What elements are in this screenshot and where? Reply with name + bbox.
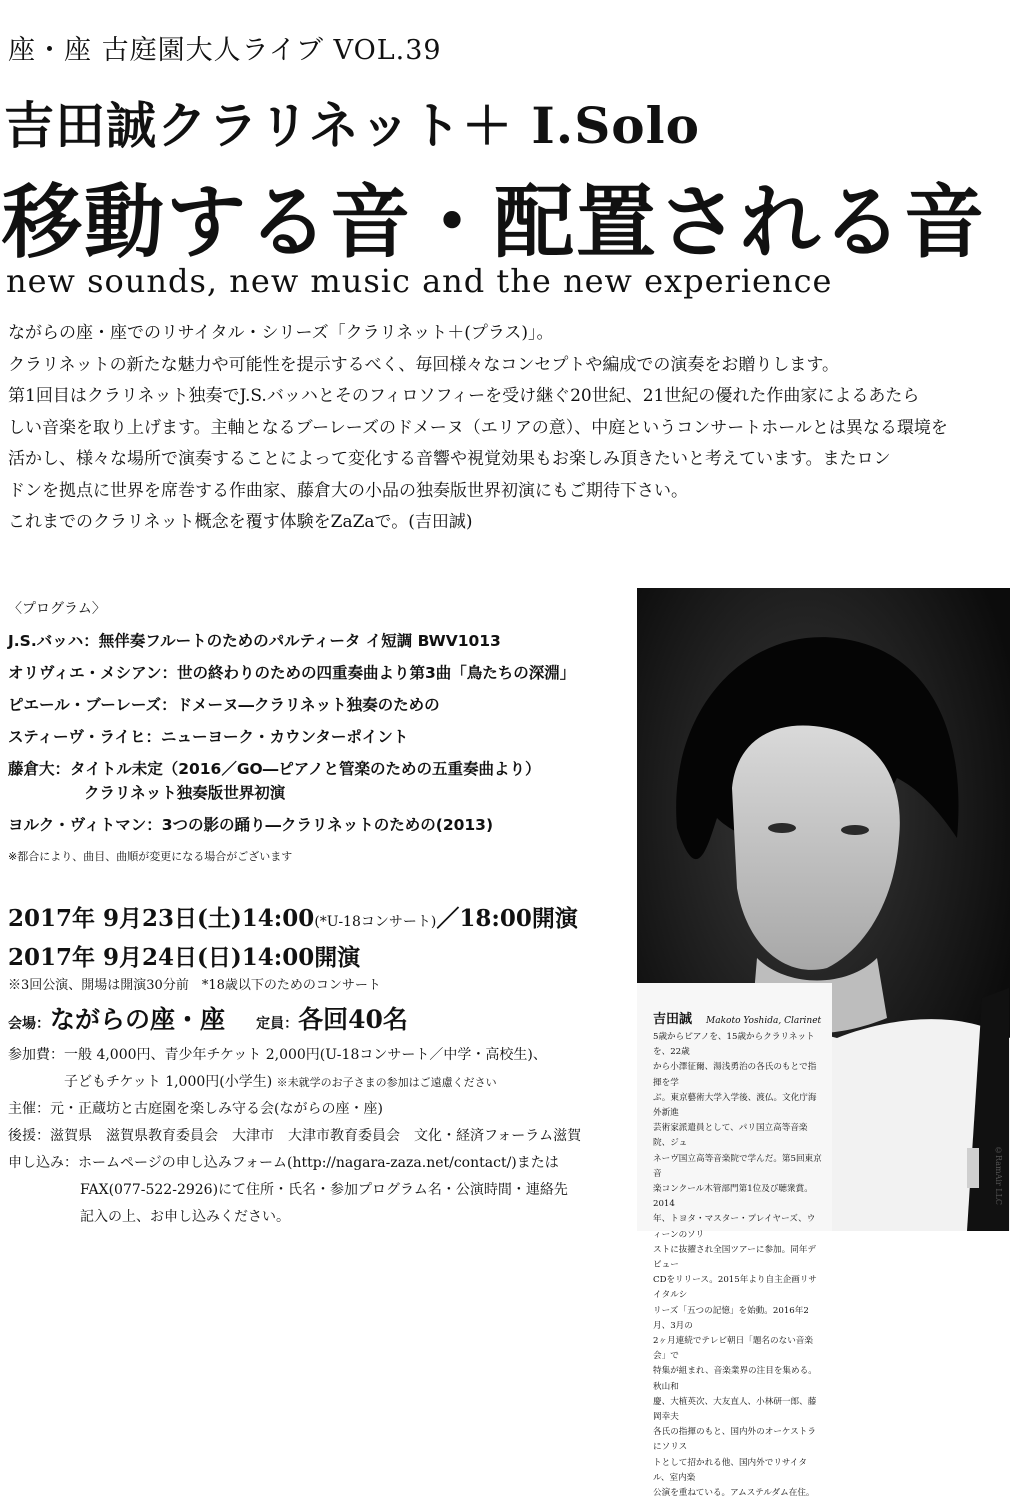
performer-bio (653, 1030, 823, 1501)
application-fax: FAX(077-522-2926)にて住所・氏名・参加プログラム名・公演時間・連絡先 (80, 1182, 568, 1198)
bio-line: 特集が組まれ、音楽業界の注目を集める。秋山和 (653, 1366, 817, 1392)
schedule-note: ※3回公演、開場は開演30分前 *18歳以下のためのコンサート (8, 978, 381, 993)
intro-line: クラリネットの新たな魅力や可能性を提示するべく、毎回様々なコンセプトや編成での演奏をお贈りします。 (8, 354, 839, 375)
date1-main: 2017年 9月23日(土)14:00 (8, 905, 315, 932)
capacity-value: 各回40名 (298, 1005, 408, 1034)
photo-credit: ©RamAir LLC (994, 1146, 1003, 1206)
program-item-fujikura (8, 753, 575, 809)
bio-line: 慶、大植英次、大友直人、小林研一郎、藤岡幸夫 (653, 1396, 817, 1423)
bio-line: から小澤征爾、湯浅勇治の各氏のもとで指揮を学 (653, 1062, 817, 1088)
application: 申し込み：ホームページの申し込みフォーム(http://nagara-zaza.net/contact/)または (8, 1155, 559, 1171)
support: 後援：滋賀県 滋賀県教育委員会 大津市 大津市教育委員会 文化・経済フォーラム滋賀 (8, 1128, 582, 1144)
bio-line: トとして招かれる他、国内外でリサイタル、室内楽 (653, 1457, 807, 1483)
program-list (8, 625, 575, 841)
fee-line-children (8, 1069, 581, 1096)
date1-u18-note: (*U-18コンサート) (314, 914, 437, 930)
performer-name: 吉田誠 (653, 1012, 693, 1027)
english-subtitle: new sounds, new music and the new experience (6, 262, 833, 300)
program-heading: 〈プログラム〉 (8, 601, 106, 617)
application-end: 記入の上、お申し込みください。 (80, 1209, 290, 1225)
date1-end: ／18:00開演 (436, 905, 578, 932)
performer-bio-name (653, 1008, 821, 1027)
performance-date-1 (8, 900, 578, 933)
bio-line: ネーヴ国立高等音楽院で学んだ。第5回東京音 (653, 1153, 822, 1179)
bio-line: 年、トヨタ・マスター・プレイヤーズ、ウィーンのソリ (653, 1214, 816, 1240)
main-title: 吉田誠クラリネット＋ I.Solo (4, 96, 701, 155)
intro-text (8, 318, 1008, 539)
bio-line: 各氏の指揮のもと、国内外のオーケストラにソリス (653, 1427, 816, 1453)
program-item: 藤倉大：タイトル未定（2016／GO―ピアノと管楽のための五重奏曲より） (8, 760, 541, 778)
bio-line: 芸術家派遣員として、パリ国立高等音楽院、ジュ (653, 1123, 808, 1149)
venue-name: ながらの座・座 (50, 1005, 226, 1034)
intro-line: 活かし、様々な場所で演奏することによって変化する音響や視覚効果もお楽しみ頂きたいと考えています。またロン (8, 449, 891, 469)
bio-line: ストに抜擢され全国ツアーに参加。同年デビュー (653, 1244, 817, 1271)
intro-line: 第1回目はクラリネット独奏でJ.S.バッハとそのフィロソフィーを受け継ぐ20世紀、21世紀の優れた作曲家によるあたら (8, 386, 920, 406)
intro-line: これまでのクラリネット概念を覆す体験をZaZaで。(吉田誠) (8, 512, 473, 532)
bio-line: ぶ。東京藝術大学入学後、渡仏。文化庁海外新進 (653, 1092, 817, 1119)
fee-line: 参加費：一般 4,000円、青少年チケット 2,000円(U-18コンサート／中学・高校生)、 (8, 1047, 547, 1063)
program-item-detail: クラリネット独奏版世界初演 (84, 784, 286, 802)
bio-line: 5歳からピアノを、15歳からクラリネットを、22歳 (653, 1032, 815, 1058)
fee-children: 子どもチケット 1,000円(小学生) (64, 1074, 273, 1090)
concert-title: 移動する音・配置される音 (2, 175, 986, 269)
program-item: スティーヴ・ライヒ：ニューヨーク・カウンターポイント (8, 728, 409, 746)
program-item: ヨルク・ヴィトマン：3つの影の踊り―クラリネットのための(2013) (8, 816, 494, 834)
bio-line: 楽コンクール木管部門第1位及び聴衆賞。2014 (653, 1184, 813, 1210)
program-item: J.S.バッハ：無伴奏フルートのためのパルティータ イ短調 BWV1013 (8, 632, 501, 650)
bio-line: CDをリリース。2015年より自主企画リサイタルシ (653, 1275, 817, 1301)
performance-date-2: 2017年 9月24日(日)14:00開演 (8, 944, 361, 971)
bio-line: 公演を重ねている。アムステルダム在住。 (653, 1488, 815, 1499)
organizer: 主催：元・正蔵坊と古庭園を楽しみ守る会(ながらの座・座) (8, 1101, 383, 1117)
bio-line: リーズ「五つの記憶」を始動。2016年2月、3月の (653, 1305, 809, 1331)
intro-line: ドンを拠点に世界を席巻する作曲家、藤倉大の小品の独奏版世界初演にもご期待下さい。 (8, 480, 688, 501)
program-item: オリヴィエ・メシアン：世の終わりのための四重奏曲より第3曲「鳥たちの深淵」 (8, 664, 576, 682)
fee-note: ※未就学のお子さまの参加はご遠慮ください (276, 1076, 497, 1089)
venue-label: 会場： (8, 1016, 50, 1032)
intro-line: しい音楽を取り上げます。主軸となるブーレーズのドメーヌ（エリアの意）、中庭というコンサートホールとは異なる環境を (8, 417, 948, 438)
program-note: ※都合により、曲目、曲順が変更になる場合がございます (8, 850, 293, 863)
performer-name-english: Makoto Yoshida, Clarinet (706, 1016, 822, 1026)
series-title: 座・座 古庭園大人ライブ VOL.39 (8, 35, 442, 66)
bio-line: 2ヶ月連続でテレビ朝日「題名のない音楽会」で (653, 1336, 813, 1362)
program-item: ピエール・ブーレーズ：ドメーヌ―クラリネット独奏のための (8, 696, 440, 714)
event-details (8, 1042, 581, 1231)
capacity-label: 定員： (256, 1016, 299, 1032)
venue-info (8, 1000, 408, 1036)
intro-line: ながらの座・座でのリサイタル・シリーズ「クラリネット＋(プラス)」。 (8, 323, 554, 343)
